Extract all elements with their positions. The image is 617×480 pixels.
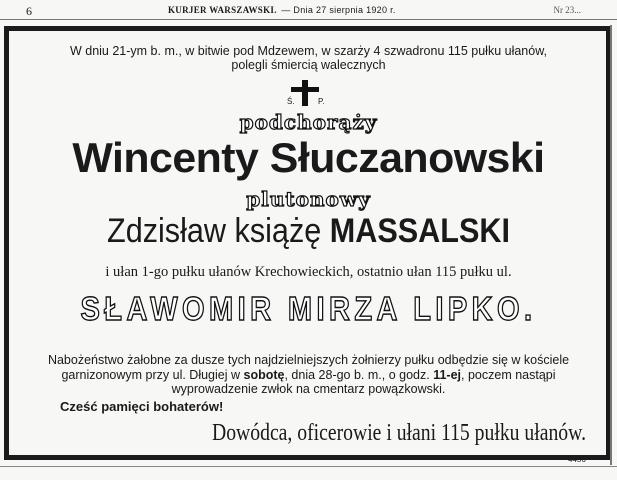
mass-line-2-a: garnizonowym przy ul. Długiej w xyxy=(61,368,241,382)
page-number: 6 xyxy=(26,4,32,18)
name-2-given: Zdzisław książę xyxy=(106,212,322,250)
mass-line-1: Nabożeństwo żałobne za dusze tych najdzielniejszych żołnierzy pułku odbędzie się w kościele xyxy=(47,353,570,367)
mass-line-2-c: , poczem nastąpi xyxy=(461,368,556,382)
honor-line: Cześć pamięci bohaterów! xyxy=(60,399,224,414)
name-3: SŁAWOMIR MIRZA LIPKO. xyxy=(80,290,537,327)
page-header xyxy=(0,0,617,22)
issue-date: — Dnia 27 sierpnia 1920 r. xyxy=(281,5,396,15)
mass-hour: 11-ej xyxy=(433,368,462,382)
running-head xyxy=(168,5,396,15)
name-1: Wincenty Słuczanowski xyxy=(72,134,545,181)
name-2 xyxy=(31,212,586,251)
column-marker: Nr 23... xyxy=(553,5,581,15)
info-line-3: i ułan 1-go pułku ułanów Krechowieckich, ostatnio ułan 115 pułku ul. xyxy=(105,264,512,280)
bottom-rule xyxy=(0,466,617,467)
rank-1: podchorąży xyxy=(239,110,378,134)
newspaper-title: KURJER WARSZAWSKI. xyxy=(168,5,277,15)
mass-line-3: wyprowadzenie zwłok na cmentarz powązkowski. xyxy=(171,382,446,396)
cross-label-left: Ś. xyxy=(287,97,295,106)
mass-line-2-b: , dnia 28-go b. m., o godz. xyxy=(284,368,430,382)
intro-line-2: polegli śmiercią walecznych xyxy=(231,58,386,72)
ad-number: 4456 xyxy=(568,455,586,464)
rank-2: plutonowy xyxy=(246,187,371,211)
cross-label-right: P. xyxy=(318,97,325,106)
intro-line-1: W dniu 21-ym b. m., w bitwie pod Mdzewem, w szarży 4 szwadronu 115 pułku ułanów, xyxy=(69,44,548,58)
signers-line: Dowódca, oficerowie i ułani 115 pułku ułanów. xyxy=(212,420,587,446)
name-2-surname: MASSALSKI xyxy=(329,212,510,250)
header-rule xyxy=(0,19,617,20)
mass-day: sobotę xyxy=(243,368,285,382)
